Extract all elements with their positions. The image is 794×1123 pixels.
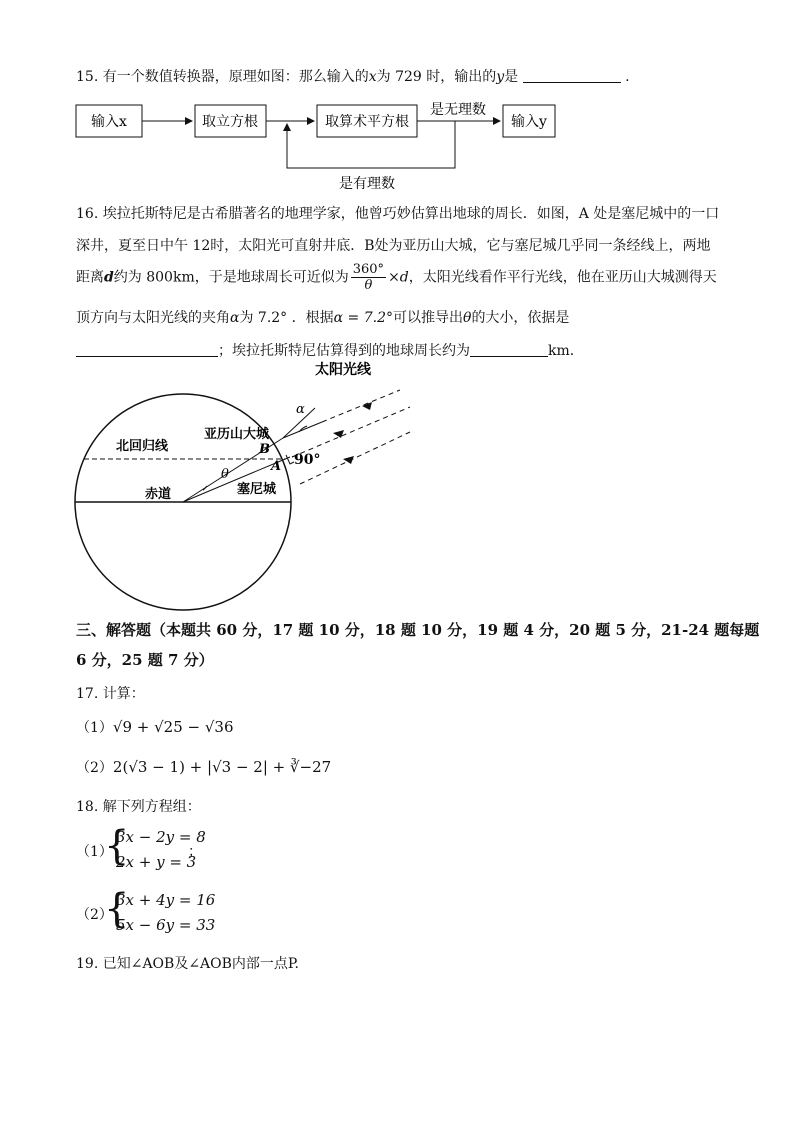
q17-title: 17. 计算： <box>76 686 145 702</box>
q16-circumference-blank[interactable] <box>470 342 548 357</box>
input-x-label: 输入x <box>91 114 127 130</box>
alpha-label: α <box>296 402 305 417</box>
q16-line2: 深井，夏至日中午 12时，太阳光可直射井底．B处为亚历山大城，它与塞尼城几乎同一条经线上，两地 <box>76 238 711 254</box>
alexandria-label: 亚历山大城 <box>204 427 270 442</box>
irrational-label: 是无理数 <box>430 102 486 118</box>
point-b-label: B <box>259 442 270 457</box>
q18-part1-end: ； <box>188 844 202 860</box>
q18-part1-label: （1） <box>76 844 113 860</box>
point-a-label: A <box>271 459 282 474</box>
q16-line1: 16. 埃拉托斯特尼是古希腊著名的地理学家，他曾巧妙估算出地球的周长．如图，A 处是塞尼城中的一口 <box>76 206 720 222</box>
q18-part1-eq2: 2x + y = 3 <box>116 853 197 871</box>
sunray-top <box>322 390 400 422</box>
q15-text: 15. 有一个数值转换器，原理如图：那么输入的x为 729 时，输出的y是 . <box>76 69 630 85</box>
sqrt-label: 取算术平方根 <box>325 114 409 130</box>
q18-part2-label: （2） <box>76 907 113 923</box>
q18-part2-brace: { <box>104 886 130 932</box>
tropic-label: 北回归线 <box>116 439 169 454</box>
sunray-middle <box>292 407 410 457</box>
section3-heading-line2: 6 分，25 题 7 分） <box>76 651 214 669</box>
q17-part2: （2）2(√3 − 1) + |√3 − 2| + ∛−27 <box>76 758 332 776</box>
q16-line5: ；埃拉托斯特尼估算得到的地球周长约为 km． <box>76 340 584 360</box>
q16-earth-figure <box>0 360 794 615</box>
equator-label: 赤道 <box>145 487 172 502</box>
section3-heading-line1: 三、解答题（本题共 60 分，17 题 10 分，18 题 10 分，19 题 4 分，20 题 5 分，21-24 题每题 <box>76 621 760 639</box>
q18-part1-brace: { <box>104 823 130 869</box>
q15-answer-blank[interactable] <box>523 68 621 83</box>
cube-root-label: 取立方根 <box>202 114 258 130</box>
q18-part2-eq1: 3x + 4y = 16 <box>116 891 216 909</box>
output-y-label: 输入y <box>511 114 547 130</box>
q17-part1: （1）√9 + √25 − √36 <box>76 718 234 736</box>
q16-line4: 顶方向与太阳光线的夹角α为 7.2° ．根据α = 7.2°可以推导出θ的大小，依据是 <box>76 310 570 326</box>
q17-part2-expr: 2(√3 − 1) + |√3 − 2| + ∛−27 <box>112 758 332 776</box>
right-angle-label: 90° <box>294 452 321 468</box>
q18-part1-eq1: 3x − 2y = 8 <box>116 828 206 846</box>
rational-label: 是有理数 <box>339 176 395 192</box>
sunray-at-b <box>283 422 322 438</box>
q19-text: 19. 已知∠AOB及∠AOB内部一点P. <box>76 956 299 972</box>
syene-label: 塞尼城 <box>237 482 277 497</box>
q16-fraction: $\frac{360^\circ}{\theta}$ <box>352 262 385 293</box>
q15-flowchart <box>0 96 794 196</box>
theta-label: θ <box>221 467 229 482</box>
sunlight-label: 太阳光线 <box>315 362 371 378</box>
q18-part2-eq2: 5x − 6y = 33 <box>116 916 216 934</box>
q18-title: 18. 解下列方程组： <box>76 799 201 815</box>
q17-part1-expr: √9 + √25 − √36 <box>112 718 234 736</box>
q16-line3: 距离d约为 800km，于是地球周长可近似为 $\frac{360^\circ}{\theta}$ ×d，太阳光线看作平行光线，他在亚历山大城测得天 <box>76 262 717 293</box>
q16-reason-blank[interactable] <box>76 342 218 357</box>
